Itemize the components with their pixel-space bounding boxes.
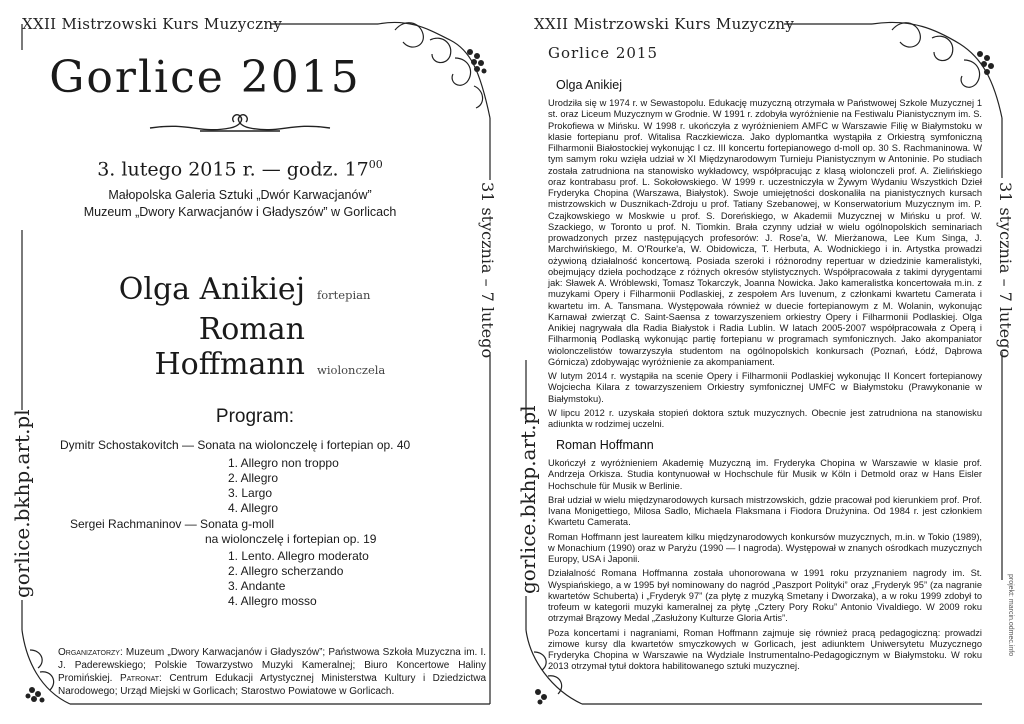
program-work-2-subtitle: na wiolonczelę i fortepian op. 19 <box>205 532 377 546</box>
bio-paragraph: W lutym 2014 r. wystąpiła na scenie Opery i Filharmonii Podlaskiej wykonując II Koncert fortepianowy Wojciecha Kilara z towarzyszeniem Orkiestry symfonicznej UMFC w Białymstoku (Prawykonanie w Białymstoku). <box>548 371 982 404</box>
organizers-text: Muzeum „Dwory Karwacjanów i Gładyszów”; Państwowa Szkoła Muzyczna im. I. J. Paderewskiego; Polskie Towarzystwo Muzyki Kameralnej; Biuro Koncertowe Haliny Promińskiej. <box>58 647 487 684</box>
course-header: XXII Mistrzowski Kurs Muzyczny <box>22 15 283 33</box>
title-flourish <box>150 115 330 131</box>
performer-row <box>40 272 460 307</box>
event-title: Gorlice 2015 <box>49 52 361 103</box>
side-url-link[interactable]: gorlice.bkhp.art.pl <box>10 409 34 598</box>
bio-body <box>548 98 982 433</box>
concert-time-minutes: 00 <box>368 158 383 171</box>
bio-paragraph: Poza koncertami i nagraniami, Roman Hoffmann zajmuje się również pracą pedagogiczną: prowadzi zimowe kursy dla kwartetów smyczkowych w Gorlicach, jest adiunktem Uniwersytetu Muzycznego Fryderyka Chopina w Warszawie na Wydziale Instrumentalno-Pedagogicznym w Białymstoku. W roku 2013 otrzymał tytuł doktora habilitowanego sztuki muzycznej. <box>548 627 982 672</box>
organizers-block <box>58 646 486 698</box>
movement-item: 4. Allegro <box>228 501 279 515</box>
movement-item: 4. Allegro mosso <box>228 594 317 608</box>
movement-item: 3. Andante <box>228 579 286 593</box>
organizers-label: Organizatorzy: <box>58 647 123 658</box>
venue-line-1: Małopolska Galeria Sztuki „Dwór Karwacjanów” <box>108 188 372 202</box>
movement-item: 1. Lento. Allegro moderato <box>228 549 369 563</box>
bio-paragraph: Urodziła się w 1974 r. w Sewastopolu. Edukację muzyczną otrzymała w Państwowej Szkole Muzycznej 1 st. oraz Liceum Muzycznym w Grodnie. W 1991 r. zdobyła wyróżnienie na Festiwalu Pianistycznym im. S. Prokofiewa w Mińsku. W 1998 r. ukończyła z wyróżnieniem AMFC w Warszawie Filię w Białymstoku w klasie fortepianu prof. Witalisa Raczkiewicza. Jako dyplomantka wystąpiła z Orkiestrą symfoniczną Filharmonii Białostockiej wykonując I cz. III koncertu fortepianowego d-moll op. 30 S. Rachmaninowa. W tym samym roku wzięła udział w XI Międzynarodowym Turnieju Pianistycznym w Antoninie. Po studiach została zatrudniona na stanowisko wykładowcy, współpracując z klasą wiolonczeli prof. A. Zielińskiego oraz kontrabasu prof. L. Sokołowskiego. W 1999 r. uczestniczyła w Żywym Wydaniu Wszystkich Dzieł Fryderyka Chopina (Warszawa, Białystok). Swoje umiejętności doskonaliła na pianistycznych kursach mistrzowskich w Dusznikach-Zdroju u prof. Tatiany Szebanowej, w Konserwatorium Muzycznym im. P. Czajkowskiego w Moskwie u prof. S. Doreńskiego, w Akademii Muzycznej w Mińsku u prof. W. Szackiego, w Toronto u prof. N. Tiomkin. Brała czynny udział w wielu ogólnopolskich seminariach prowadzonych przez następujących profesorów: J. Rose'a, W. Mierżanowa, Lee Kum Singa, J. Marchwińskiego, M. O'Rourke'a, W. Obidowicza, T. Herbuta, A. Wodnickiego i in. Artystka prowadzi ożywioną działalność koncertową. Posiada szeroki i różnorodny repertuar w dziedzinie kameralistyki, obejmujący dzieła pochodzące z różnych okresów stylistycznych. Współpracowała z takimi dyrygentami jak: Sławek A. Wróblewski, Tomasz Tokarczyk, Joanna Nowicka. Jako kameralistka koncertowała m.in. z muzykami Opery i Filharmonii Podlaskiej, z zespołem Ars Iuvenum, z członkami kwartetu Camerata i kwartetu im. A. Tansmana. Występowała również w duecie fortepianowym z M. Wolanin, wykonując Karnawał zwierząt C. Saint-Saensa z towarzyszeniem orkiestry Opery i Filharmonii Podlaskiej. Olga Anikiej nagrywała dla Radia Białystok i Radia Lublin. W latach 2005-2007 współpracowała z Operą i Filharmonią Podlaską wykonując partię fortepianu w programach symfonicznych. Jako akompaniator wiolonczelistów towarzyszyła studentom na ogólnopolskich konkursach (Poznań, Łódź, Dąbrowa Górnicza) zdobywając wyróżnienie za akompaniament. <box>548 98 983 367</box>
design-credit: projekt: marcin.odmec.info <box>1007 574 1014 657</box>
performer-instrument: fortepian <box>317 288 371 302</box>
concert-date <box>70 158 410 180</box>
performer-instrument: wiolonczela <box>317 363 386 377</box>
concert-date-text: 3. lutego 2015 r. — godz. 17 <box>97 158 369 181</box>
bio-body <box>548 458 982 676</box>
program-work-1: Dymitr Schostakovitch — Sonata na wiolonczelę i fortepian op. 40 <box>60 438 411 452</box>
program-work-2: Sergei Rachmaninov — Sonata g-moll <box>70 517 275 531</box>
movement-item: 3. Largo <box>228 486 273 500</box>
movement-item: 2. Allegro scherzando <box>228 564 344 578</box>
course-subheader: Gorlice 2015 <box>548 44 658 62</box>
bio-title: Roman Hoffmann <box>556 438 654 452</box>
performer-name: Olga Anikiej <box>118 272 305 307</box>
bio-paragraph: Roman Hoffmann jest laureatem kilku międzynarodowych konkursów muzycznych, m.in. w Tokio (1989), w Monachium (1990) oraz w Paryżu (1990 — I nagroda). Występował w znanych ośrodkach muzycznych Europy, USA i Japonii. <box>548 531 982 564</box>
side-dates: 31 stycznia – 7 lutego <box>478 182 497 359</box>
bio-paragraph: Ukończył z wyróżnieniem Akademię Muzyczną im. Fryderyka Chopina w Warszawie w klasie prof. Andrzeja Orkisza. Studia kontynuował w Hochschule für Musik w Köln i Detmold oraz w Hans Eisler Hochschule für Musik w Berlinie. <box>548 458 982 491</box>
movement-item: 1. Allegro non troppo <box>228 456 339 470</box>
venue-line-2: Muzeum „Dwory Karwacjanów i Gładyszów” w Gorlicach <box>83 205 397 219</box>
patronage-text: Centrum Edukacji Artystycznej Ministerstwa Kultury i Dziedzictwa Narodowego; Urząd Miejski w Gorlicach; Starostwo Powiatowe w Gorlicach. <box>58 673 487 697</box>
movement-item: 2. Allegro <box>228 471 279 485</box>
bio-paragraph: W lipcu 2012 r. uzyskała stopień doktora sztuk muzycznych. Obecnie jest zatrudniona na stanowisku adiunkta w rodzimej uczelni. <box>548 407 982 429</box>
side-url-link[interactable]: gorlice.bkhp.art.pl <box>516 405 540 594</box>
bio-title: Olga Anikiej <box>556 78 623 92</box>
bio-paragraph: Działalność Romana Hoffmanna została uhonorowana w 1991 roku przyznaniem nagrody im. St. Wyspiańskiego, a w 1995 był nominowany do nagród „Paszport Polityki” oraz „Fryderyk 95” (za nagranie kwartetów Schuberta) i „Fryderyk 97” (za płytę z muzyką Smetany i Dworzaka), a w roku 1999 zdobył to trofeum w kategorii muzyki kameralnej za płytę „Cztery Pory Roku” Antonio Vivaldiego. W 2009 roku otrzymał Brązowy Medal „Zasłużony Kulturze Gloria Artis”. <box>548 568 982 624</box>
performer-name: Roman Hoffmann <box>154 312 305 382</box>
program-title: Program: <box>215 406 295 427</box>
patronage-label: Patronat: <box>119 673 162 684</box>
bio-paragraph: Brał udział w wielu międzynarodowych kursach mistrzowskich, gdzie pracował pod kierunkiem prof. Prof. Ivana Monigettiego, Milosa Sadlo, Michaela Flaksmana i Fiodora Drużynina. Od 1984 r. jest członkiem Kwartetu Camerata. <box>548 494 982 528</box>
side-dates: 31 stycznia – 7 lutego <box>996 182 1015 359</box>
performer-row <box>40 312 460 382</box>
course-header: XXII Mistrzowski Kurs Muzyczny <box>534 15 795 33</box>
